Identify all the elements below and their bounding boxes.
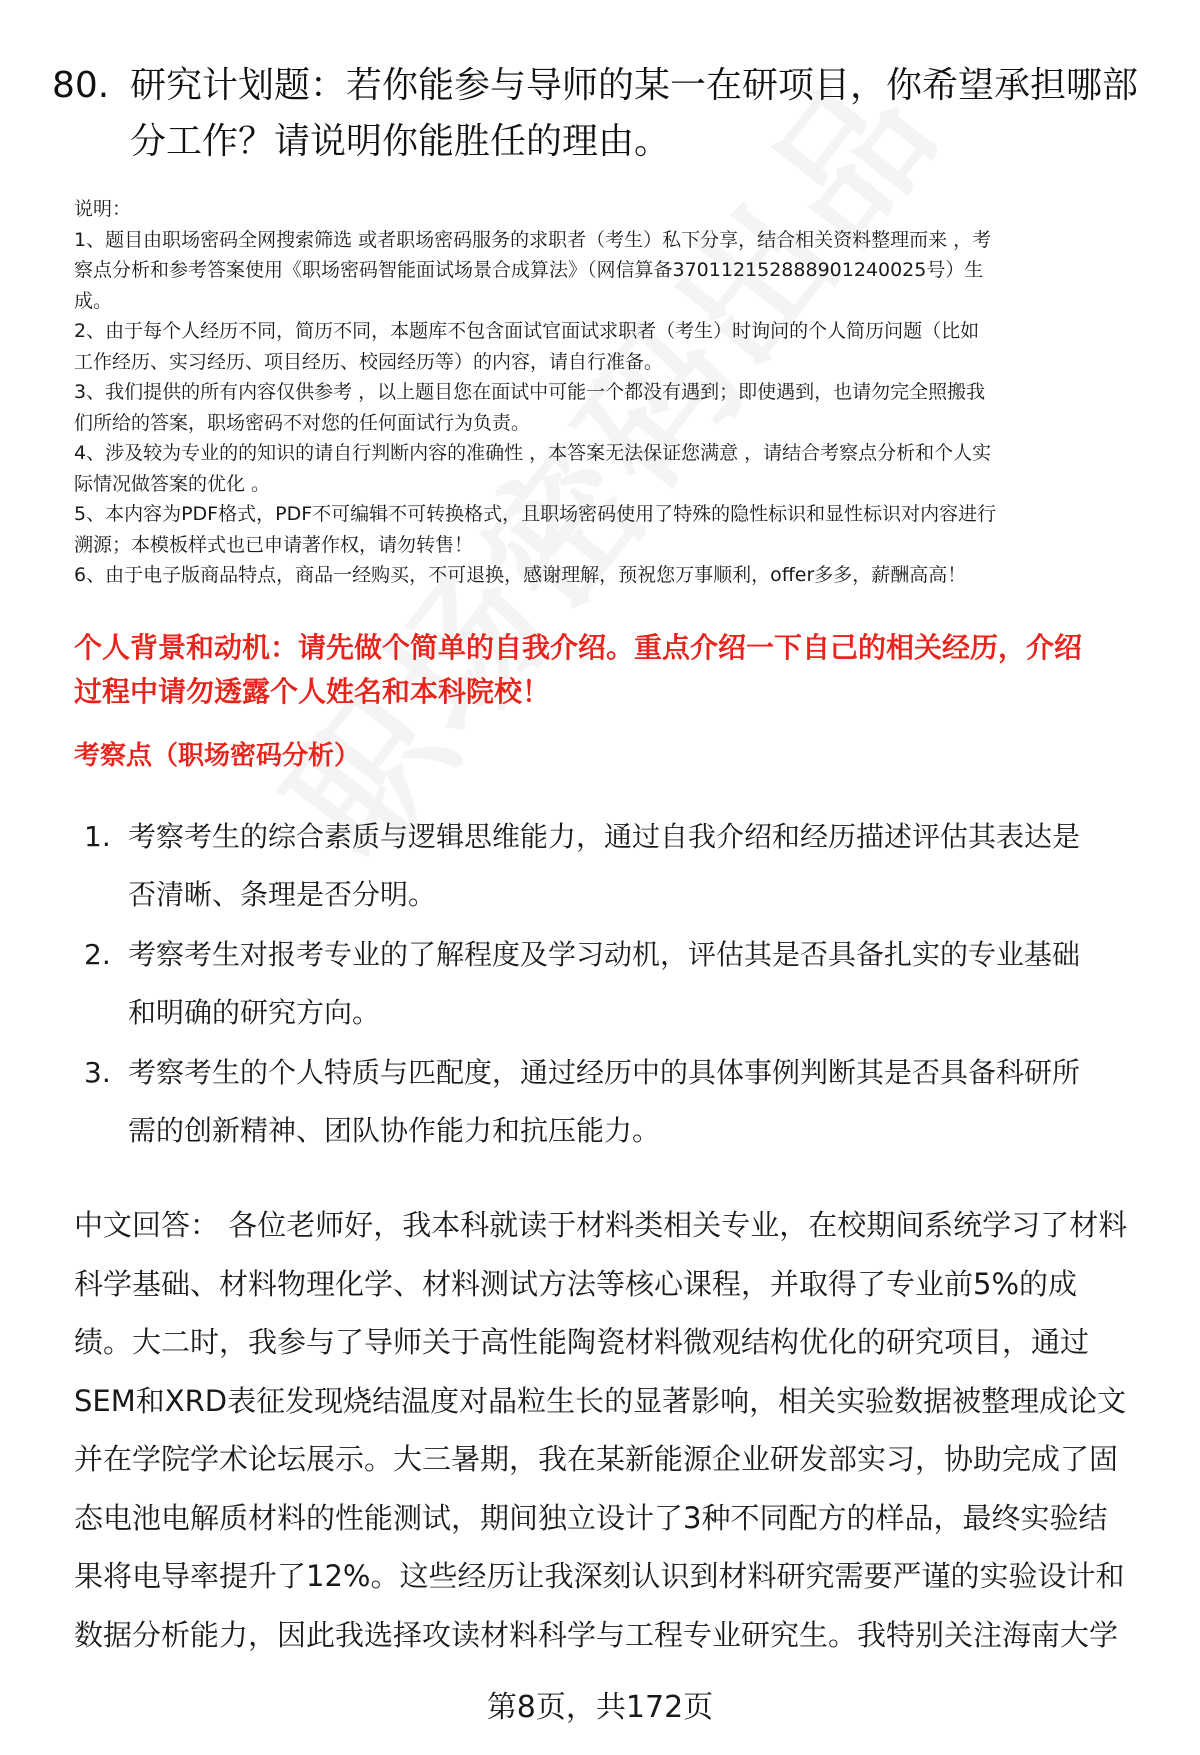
note-line: 2、由于每个人经历不同，简历不同，本题库不包含面试官面试求职者（考生）时询问的个人简历问题（比如: [74, 320, 980, 342]
analysis-point: [84, 808, 1144, 924]
point-line-2: 需的创新精神、团队协作能力和抗压能力。: [128, 1114, 661, 1147]
analysis-points: [84, 808, 1144, 1162]
note-line: 1、题目由职场密码全网搜索筛选 或者职场密码服务的求职者（考生）私下分享，结合相关资料整理而来 ，考: [74, 228, 992, 251]
page-footer: 第8页，共172页: [486, 1690, 714, 1725]
point-line-2: 否清晰、条理是否分明。: [128, 878, 437, 911]
note-line: 工作经历、实习经历、项目经历、校园经历等）的内容，请自行准备。: [74, 350, 664, 373]
analysis-point: [84, 926, 1144, 1042]
answer-line: 数据分析能力，因此我选择攻读材料科学与工程专业研究生。我特别关注海南大学: [74, 1617, 1119, 1652]
note-line: 们所给的答案，职场密码不对您的任何面试行为负责。: [74, 411, 531, 434]
point-line-1: 考察考生的个人特质与匹配度，通过经历中的具体事例判断其是否具备科研所: [128, 1056, 1081, 1089]
note-line: 5、本内容为PDF格式，PDF不可编辑不可转换格式，且职场密码使用了特殊的隐性标识和显性标识对内容进行: [74, 503, 997, 525]
question-line-2: 分工作？请说明你能胜任的理由。: [130, 121, 671, 162]
background-question-line-1: 个人背景和动机：请先做个简单的自我介绍。重点介绍一下自己的相关经历，介绍: [74, 631, 1083, 664]
notes-title: 说明：: [74, 198, 132, 220]
analysis-heading: 考察点（职场密码分析）: [74, 741, 361, 771]
answer-line: SEM和XRD表征发现烧结温度对晶粒生长的显著影响，相关实验数据被整理成论文: [74, 1383, 1127, 1418]
note-line: 3、我们提供的所有内容仅供参考 ，以上题目您在面试中可能一个都没有遇到；即使遇到，也请勿完全照搬我: [74, 381, 986, 403]
point-line-1: 考察考生对报考专业的了解程度及学习动机，评估其是否具备扎实的专业基础: [128, 938, 1081, 971]
question-number: 80.: [52, 65, 110, 106]
background-question: [74, 626, 1154, 714]
notes-section: [74, 194, 1154, 591]
note-line: 6、由于电子版商品特点，商品一经购买，不可退换，感谢理解，预祝您万事顺利，offer多多，薪酬高高！: [74, 564, 967, 586]
answer-line: 并在学院学术论坛展示。大三暑期，我在某新能源企业研发部实习，协助完成了固: [74, 1442, 1119, 1476]
note-line: 际情况做答案的优化 。: [74, 472, 271, 495]
point-number: 1.: [84, 820, 111, 853]
note-line: 察点分析和参考答案使用《职场密码智能面试场景合成算法》（网信算备370112152888901240025号）生: [74, 259, 984, 281]
point-number: 3.: [84, 1056, 111, 1089]
answer-line: 中文回答： 各位老师好，我本科就读于材料类相关专业，在校期间系统学习了材料: [74, 1208, 1128, 1242]
point-line-1: 考察考生的综合素质与逻辑思维能力，通过自我介绍和经历描述评估其表达是: [128, 820, 1081, 853]
answer-line: 绩。大二时，我参与了导师关于高性能陶瓷材料微观结构优化的研究项目，通过: [74, 1325, 1090, 1359]
question-line-1: 研究计划题：若你能参与导师的某一在研项目，你希望承担哪部: [130, 65, 1139, 106]
analysis-point: [84, 1044, 1144, 1160]
note-line: 成。: [74, 289, 113, 312]
point-line-2: 和明确的研究方向。: [128, 996, 381, 1029]
question-title: [52, 58, 1162, 170]
answer-section: [74, 1196, 1154, 1664]
note-line: 4、涉及较为专业的的知识的请自行判断内容的准确性 ，本答案无法保证您满意 ，请结合考察点分析和个人实: [74, 442, 992, 464]
point-number: 2.: [84, 938, 111, 971]
answer-line: 科学基础、材料物理化学、材料测试方法等核心课程，并取得了专业前5%的成: [74, 1266, 1078, 1301]
note-line: 溯源；本模板样式也已申请著作权，请勿转售！: [74, 533, 474, 556]
background-question-line-2: 过程中请勿透露个人姓名和本科院校！: [74, 675, 551, 708]
answer-line: 态电池电解质材料的性能测试，期间独立设计了3种不同配方的样品，最终实验结: [74, 1500, 1108, 1535]
answer-line: 果将电导率提升了12%。这些经历让我深刻认识到材料研究需要严谨的实验设计和: [74, 1559, 1125, 1593]
